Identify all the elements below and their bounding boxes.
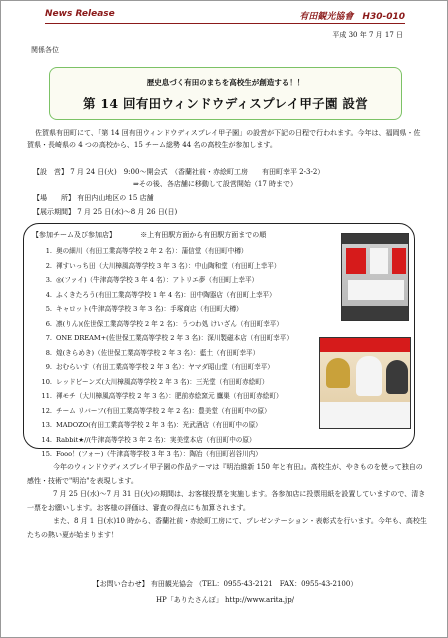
list-item <box>34 302 293 317</box>
photo-figure <box>356 356 382 396</box>
entry-number: 2. <box>45 261 52 270</box>
closing-paragraph: 今年のウィンドウディスプレイ甲子園の作品テーマは『明治維新 150 年と有田』。高校生が、やきものを使って独自の感性・技術で"明治"を表現します。 <box>27 463 423 485</box>
entry-number: 13. <box>41 421 52 429</box>
entry-text: 奥の細川（有田工業高等学校 2 年 2 名）：蒲信堂（有田町中樽） <box>56 247 248 255</box>
list-item <box>34 331 293 346</box>
entry-text: MADOZO(有田工業高等学校 2 年 3 名)：光武酒店（有田町中の原） <box>56 421 262 429</box>
news-release-label: News Release <box>45 9 115 19</box>
photo-base <box>342 306 409 321</box>
photo-figure <box>326 358 350 388</box>
entry-number: 6. <box>45 319 52 328</box>
entry-number: 1. <box>45 247 52 255</box>
photo-red-panel <box>346 248 366 274</box>
period-value: 7 月 25 日(水)～8 月 26 日(日) <box>77 208 178 216</box>
entry-text: おむらいす（有田工業高等学校 2 年 3 名）：ヤマダ昭山堂（有田町幸平） <box>56 363 274 371</box>
title-main: 第 14 回有田ウィンドウディスプレイ甲子園 設営 <box>82 96 369 111</box>
closing-paragraph: 7 月 25 日(水)～7 月 31 日(火)の期間は、お客様投票を実施します。各参加店に投票用紙を設置していますので、清き一票をお願いします。お客様の評価は、審査の得点にも加算されます。 <box>27 490 426 512</box>
list-item <box>34 389 293 404</box>
contact-line: 【お問い合わせ】 有田観光協会 （TEL：0955-43-2121 FAX：0955-43-2100） <box>92 580 358 588</box>
entry-number: 8. <box>45 348 52 357</box>
setup-sub-row <box>33 179 297 190</box>
list-item <box>34 433 293 448</box>
entry-number: 3. <box>45 276 52 284</box>
entry-text: Rabbit★//(牛津高等学校 3 年 2 名)：実美堂本店（有田町中の原） <box>56 435 256 444</box>
photo-awning <box>342 234 409 244</box>
photo-white-panel <box>370 248 388 274</box>
participants-note: ※上有田駅方面から有田駅方面までの順 <box>140 231 267 239</box>
entry-text: 凛(りん)(佐世保工業高等学校 2 年 2 名)：うつわ処 けいざん（有田町幸平） <box>56 319 283 328</box>
entry-text: 煌(きらめき)（佐世保工業高等学校 2 年 3 名）：藍土（有田町幸平） <box>56 348 260 357</box>
participants-heading: 【参加チーム及び参加店】 <box>32 231 116 239</box>
list-item <box>34 273 293 288</box>
setup-row <box>33 167 324 178</box>
entry-number: 14. <box>41 435 52 444</box>
issue-date: 平成 30 年 7 月 17 日 <box>332 31 403 39</box>
intro-paragraph: 佐賀県有田町にて、「第 14 回有田ウィンドウディスプレイ甲子園」の設営が下記の日程で行われます。今年は、福岡県・佐賀県・長崎県の 4 つの高校から、15 チーム総勢 44 名の高校生が参加します。 <box>27 129 421 149</box>
entry-text: ONE DREAM+(佐世保工業高等学校 2 年 3 名)：深川製磁本店（有田町幸平） <box>56 334 293 342</box>
place-row <box>33 193 154 204</box>
title-box <box>49 67 402 120</box>
participants-list <box>34 244 293 462</box>
list-item <box>34 317 293 332</box>
news-header <box>45 8 405 24</box>
photo-shelf <box>348 280 404 300</box>
list-item <box>34 259 293 274</box>
photo-figure <box>386 360 408 394</box>
list-item <box>34 447 293 462</box>
list-item <box>34 288 293 303</box>
period-row <box>33 207 177 218</box>
entry-text: キャロット(牛津高等学校 3 年 3 名)：手塚商店（有田町大樽） <box>56 305 243 313</box>
participants-heading-row <box>32 230 266 240</box>
closing-text <box>27 461 429 542</box>
entry-number: 4. <box>45 290 52 299</box>
setup-sub: ⇒その後、各店舗に移動して設営開始（17 時まで） <box>133 180 297 188</box>
title-subtitle: 歴史息づく有田のまちを高校生が創造する！！ <box>146 78 305 87</box>
list-item <box>34 404 293 419</box>
entry-number: 15. <box>41 450 52 458</box>
period-label: 【展示期間】 <box>33 208 75 216</box>
org-code: 有田観光協會 H30-010 <box>299 12 405 22</box>
closing-paragraph: また、8 月 1 日(水)10 時から、香蘭社前・赤絵町工房にて、プレゼンテーション・表彰式を行います。今年も、高校生たちの熱い夏が始まります！ <box>27 517 427 539</box>
place-value: 有田内山地区の 15 店舗 <box>77 194 154 202</box>
list-item <box>34 375 293 390</box>
entry-text: Fooo！(フォー)（牛津高等学校 3 年 3 名）：陶冶（有田町岩谷川内） <box>56 450 262 458</box>
entry-text: チーム リバーフ(有田工業高等学校 2 年 2 名)：豊美堂（有田町中の原） <box>56 406 271 415</box>
entry-number: 10. <box>41 377 52 386</box>
list-item <box>34 244 293 259</box>
entry-number: 7. <box>45 334 52 342</box>
entry-number: 9. <box>45 363 52 371</box>
entry-text: レッドビーンズ(大川樟風高等学校 2 年 3 名)：三光堂（有田町赤絵町） <box>56 377 269 386</box>
intro-text <box>27 127 427 151</box>
entry-text: ふくきたろう(有田工業高等学校 1 年 4 名)：田中陶器店（有田町上幸平） <box>56 290 276 299</box>
entry-number: 11. <box>41 392 52 400</box>
list-item <box>34 360 293 375</box>
entry-text: ◎(ファイ)（牛津高等学校 3 年 4 名）：アトリエ夢（有田町上幸平） <box>56 276 259 284</box>
students-photo <box>319 337 411 429</box>
setup-label: 【設 営】 <box>33 168 68 176</box>
list-item <box>34 418 293 433</box>
photo-red-banner <box>320 338 411 352</box>
homepage-line: HP「ありたさんぽ」 http://www.arita.jp/ <box>155 596 295 604</box>
setup-value: 7 月 24 日(火) 9:00～開会式 （香蘭社前・赤絵町工房 有田町幸平 2-3-2） <box>70 168 325 176</box>
recipient: 関係各位 <box>31 46 59 54</box>
entry-text: 褌モチ（大川樟風高等学校 2 年 3 名）：肥前赤絵窯元 鷹巣（有田町赤絵町） <box>56 392 283 400</box>
photo-red-panel <box>392 248 406 274</box>
entry-text: 褌すいっち田（大川樟風高等学校 3 年 3 名）：中山陶和堂（有田町上幸平） <box>56 261 281 270</box>
entry-number: 12. <box>41 406 52 415</box>
list-item <box>34 346 293 361</box>
photo-display-table <box>320 402 411 429</box>
place-label: 【場 所】 <box>33 194 75 202</box>
window-display-photo <box>341 233 409 321</box>
entry-number: 5. <box>45 305 52 313</box>
